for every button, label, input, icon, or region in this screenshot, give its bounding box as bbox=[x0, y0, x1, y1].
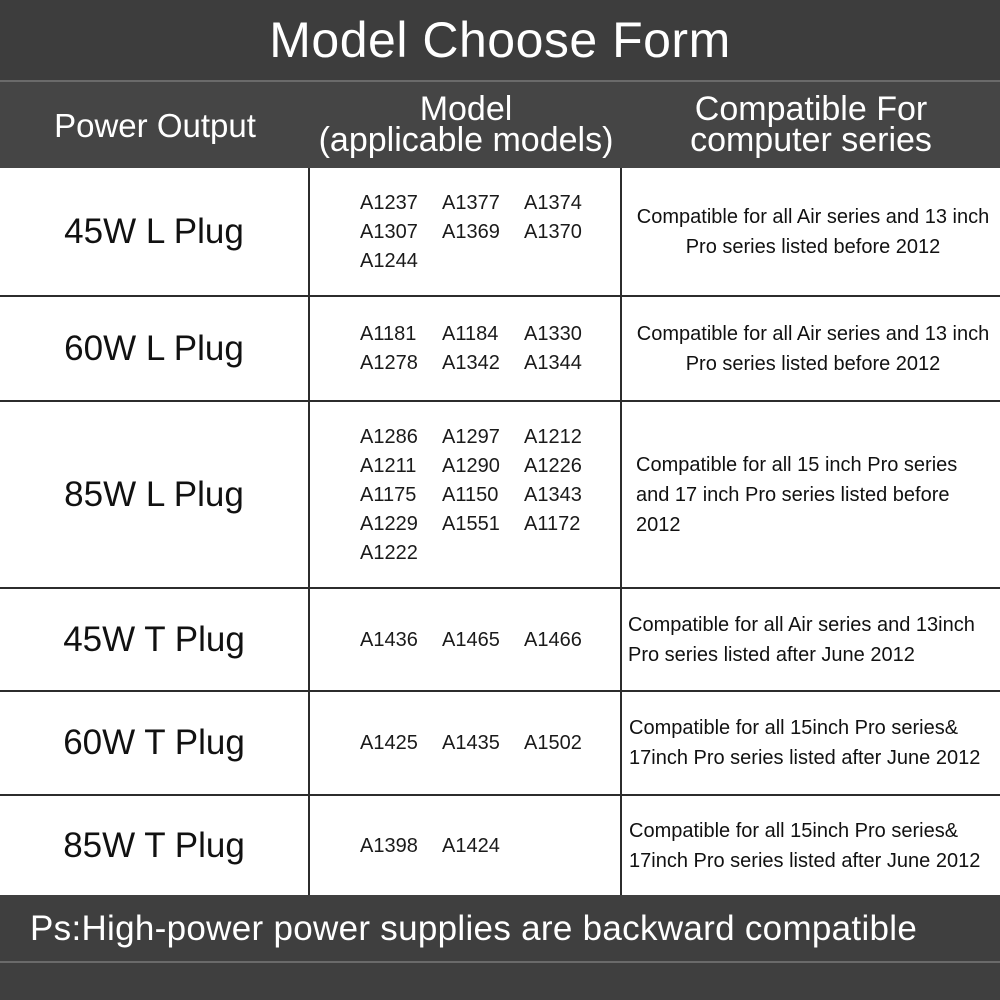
model-code: A1342 bbox=[442, 352, 500, 374]
compat-text: Compatible for all Air series and 13 inch Pro series listed before 2012 bbox=[636, 205, 990, 258]
model-list bbox=[360, 190, 606, 274]
model-list bbox=[360, 627, 606, 653]
header-compatible bbox=[622, 82, 1000, 168]
table-row bbox=[0, 692, 1000, 796]
power-output-cell: 60W L Plug bbox=[0, 297, 310, 400]
table-body bbox=[0, 168, 1000, 895]
compat-text: Compatible for all 15 inch Pro series and 17 inch Pro series listed before 2012 bbox=[636, 453, 958, 536]
model-code: A1424 bbox=[442, 834, 500, 857]
header-compat-line2: computer series bbox=[690, 121, 932, 159]
model-code: A1184 bbox=[442, 323, 499, 345]
model-list bbox=[360, 424, 606, 566]
models-cell bbox=[310, 692, 622, 794]
compat-text: Compatible for all Air series and 13 inch Pro series listed before 2012 bbox=[636, 322, 990, 375]
footer-note: Ps:High-power power supplies are backward compatible bbox=[30, 909, 918, 948]
model-code: A1343 bbox=[524, 483, 582, 506]
model-code: A1374 bbox=[524, 191, 582, 214]
model-code: A1244 bbox=[360, 249, 418, 272]
table-row bbox=[0, 168, 1000, 297]
title-bar bbox=[0, 0, 1000, 80]
compat-cell bbox=[622, 168, 1000, 295]
compat-text: Compatible for all 15inch Pro series& 17inch Pro series listed after June 2012 bbox=[629, 819, 981, 872]
power-output-cell: 45W T Plug bbox=[0, 589, 310, 690]
model-code: A1307 bbox=[360, 220, 418, 243]
model-code: A1466 bbox=[524, 628, 582, 651]
model-code: A1175 bbox=[360, 483, 417, 506]
model-code: A1377 bbox=[442, 191, 500, 214]
model-code: A1278 bbox=[360, 352, 418, 374]
model-code: A1435 bbox=[442, 732, 500, 754]
model-code: A1172 bbox=[524, 512, 581, 535]
model-code: A1211 bbox=[360, 454, 417, 477]
model-code: A1330 bbox=[524, 323, 582, 345]
models-cell bbox=[310, 796, 622, 895]
model-code: A1425 bbox=[360, 732, 418, 754]
models-cell bbox=[310, 589, 622, 690]
compat-cell bbox=[622, 297, 1000, 400]
power-output-cell: 60W T Plug bbox=[0, 692, 310, 794]
model-code: A1181 bbox=[360, 323, 417, 345]
header-power-output bbox=[0, 82, 310, 168]
table-header bbox=[0, 82, 1000, 168]
compat-cell bbox=[622, 692, 1000, 794]
page-title: Model Choose Form bbox=[269, 12, 731, 68]
model-code: A1229 bbox=[360, 512, 418, 535]
model-code: A1150 bbox=[442, 483, 499, 506]
model-code: A1286 bbox=[360, 425, 418, 448]
compat-cell bbox=[622, 402, 1000, 587]
model-code: A1212 bbox=[524, 425, 582, 448]
model-list bbox=[360, 833, 606, 859]
model-code: A1465 bbox=[442, 628, 500, 651]
model-code: A1226 bbox=[524, 454, 582, 477]
model-code: A1297 bbox=[442, 425, 500, 448]
footer-divider bbox=[0, 961, 1000, 963]
compat-cell bbox=[622, 796, 1000, 895]
model-code: A1344 bbox=[524, 352, 582, 374]
model-code: A1290 bbox=[442, 454, 500, 477]
header-model-line2: (applicable models) bbox=[318, 121, 614, 159]
models-cell bbox=[310, 297, 622, 400]
power-output-cell: 85W L Plug bbox=[0, 402, 310, 587]
table-row bbox=[0, 297, 1000, 402]
header-power-label: Power Output bbox=[54, 106, 256, 144]
model-code: A1222 bbox=[360, 541, 418, 564]
model-code: A1398 bbox=[360, 834, 418, 857]
model-code: A1502 bbox=[524, 732, 582, 754]
compat-cell bbox=[622, 589, 1000, 690]
models-cell bbox=[310, 402, 622, 587]
model-list bbox=[360, 321, 606, 376]
table-row bbox=[0, 589, 1000, 692]
power-output-cell: 85W T Plug bbox=[0, 796, 310, 895]
header-model bbox=[310, 82, 622, 168]
footer-bar bbox=[0, 895, 1000, 1000]
model-list bbox=[360, 730, 606, 756]
model-code: A1370 bbox=[524, 220, 582, 243]
model-code: A1551 bbox=[442, 512, 500, 535]
models-cell bbox=[310, 168, 622, 295]
header-compat-line1: Compatible For bbox=[694, 90, 928, 128]
table-row bbox=[0, 402, 1000, 589]
compat-text: Compatible for all 15inch Pro series& 17inch Pro series listed after June 2012 bbox=[629, 717, 981, 769]
power-output-cell: 45W L Plug bbox=[0, 168, 310, 295]
model-code: A1369 bbox=[442, 220, 500, 243]
header-model-line1: Model bbox=[419, 90, 513, 128]
model-code: A1436 bbox=[360, 628, 418, 651]
table-row bbox=[0, 796, 1000, 895]
model-code: A1237 bbox=[360, 191, 418, 214]
compat-text: Compatible for all Air series and 13inch Pro series listed after June 2012 bbox=[628, 613, 975, 666]
